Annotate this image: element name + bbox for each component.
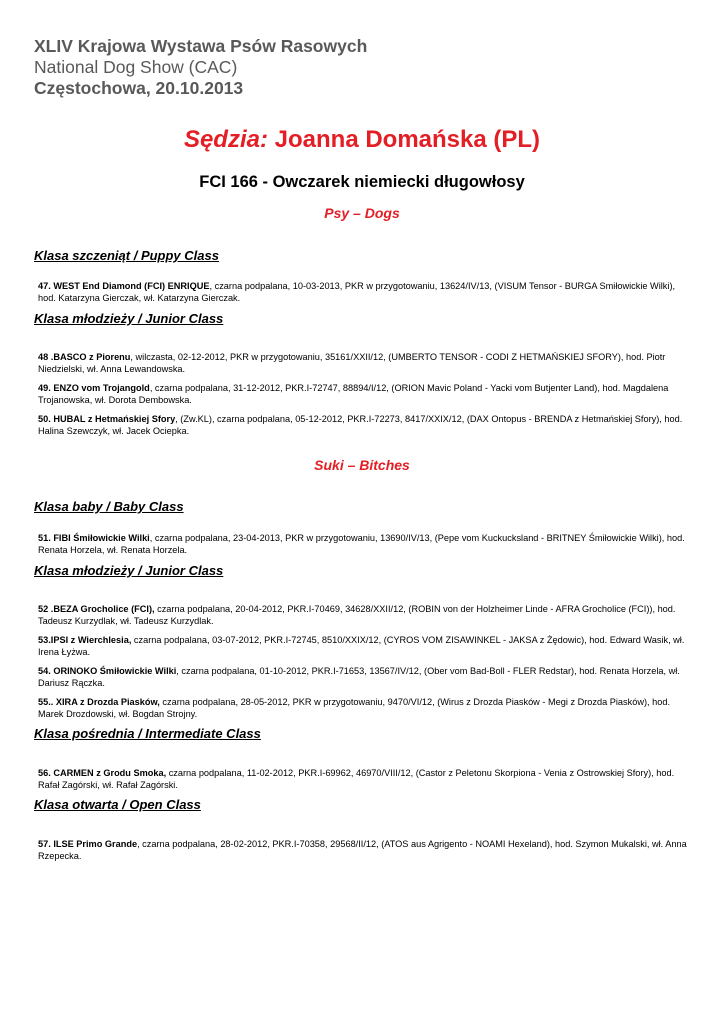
entry-name: 57. ILSE Primo Grande bbox=[38, 839, 138, 849]
entry-55 bbox=[38, 696, 688, 720]
entry-details: , (Zw.KL), czarna podpalana, 05-12-2012, PKR.I-72273, 8417/XXIX/12, (DAX Ontopus - BRENDA z Hetmańskiej Sfory), hod. Halina Szewczyk, wł. Jacek Ociepka. bbox=[38, 414, 683, 436]
entry-name: 52 .BEZA Grocholice (FCI), bbox=[38, 604, 155, 614]
breed-title: FCI 166 - Owczarek niemiecki długowłosy bbox=[199, 173, 525, 191]
entry-name: 50. HUBAL z Hetmańskiej Sfory bbox=[38, 414, 176, 424]
class-title-puppy: Klasa szczeniąt / Puppy Class bbox=[34, 248, 219, 263]
entry-details: , czarna podpalana, 31-12-2012, PKR.I-72747, 88894/I/12, (ORION Mavic Poland - Yacki vom Butjenter Land), hod. Magdalena Trojanowska, wł. Dorota Dembowska. bbox=[38, 383, 669, 405]
entry-details: , czarna podpalana, 01-10-2012, PKR.I-71653, 13567/IV/12, (Ober vom Bad-Boll - FLER Redstar), hod. Renata Horzela, wł. Dariusz Rączka. bbox=[38, 666, 680, 688]
entry-name: 47. WEST End Diamond (FCI) ENRIQUE bbox=[38, 281, 210, 291]
entry-details: , wilczasta, 02-12-2012, PKR w przygotowaniu, 35161/XXII/12, (UMBERTO TENSOR - CODI Z HETMAŃSKIEJ SFORY), hod. Piotr Niedzielski, wł. Anna Lewandowska. bbox=[38, 352, 666, 374]
entry-details: czarna podpalana, 20-04-2012, PKR.I-70469, 34628/XXII/12, (ROBIN von der Holzheimer Linde - AFRA Grocholice (FCI)), hod. Tadeusz Kurzydlak, wł. Tadeusz Kurzydlak. bbox=[38, 604, 676, 626]
entry-name: 48 .BASCO z Piorenu bbox=[38, 352, 131, 362]
entry-49 bbox=[38, 382, 688, 406]
class-title-baby: Klasa baby / Baby Class bbox=[34, 499, 184, 514]
entry-name: 56. CARMEN z Grodu Smoka, bbox=[38, 768, 167, 778]
entry-54 bbox=[38, 665, 688, 689]
section-title-bitches: Suki – Bitches bbox=[314, 457, 410, 473]
show-title: XLIV Krajowa Wystawa Psów Rasowych bbox=[34, 36, 368, 56]
entry-52 bbox=[38, 603, 688, 627]
entry-53 bbox=[38, 634, 688, 658]
entry-details: czarna podpalana, 11-02-2012, PKR.I-69962, 46970/VIII/12, (Castor z Peletonu Skorpiona - Venia z Ostrowskiej Sfory), hod. Rafał Zagórski, wł. Rafał Zagórski. bbox=[38, 768, 675, 790]
entry-name: 53.IPSI z Wierchlesia, bbox=[38, 635, 132, 645]
show-location-date: Częstochowa, 20.10.2013 bbox=[34, 78, 244, 98]
judge-label: Sędzia: bbox=[183, 126, 268, 153]
entry-name: 55.. XIRA z Drozda Piasków, bbox=[38, 697, 160, 707]
class-title-intermediate: Klasa pośrednia / Intermediate Class bbox=[34, 726, 261, 741]
class-title-junior-bitches: Klasa młodzieży / Junior Class bbox=[34, 563, 224, 578]
show-header bbox=[34, 36, 367, 99]
entry-name: 54. ORINOKO Śmiłowickie Wilki bbox=[38, 666, 177, 676]
judge-heading bbox=[0, 126, 724, 154]
entry-details: , czarna podpalana, 28-02-2012, PKR.I-70358, 29568/II/12, (ATOS aus Agrigento - NOAMI Hexeland), hod. Szymon Mukalski, wł. Anna Rzepecka. bbox=[38, 839, 687, 861]
entry-51 bbox=[38, 532, 688, 556]
entry-57 bbox=[38, 838, 688, 862]
entry-details: czarna podpalana, 28-05-2012, PKR w przygotowaniu, 9470/VI/12, (Wirus z Drozda Piasków - Megi z Drozda Piasków), hod. Marek Drozdowski, wł. Bogdan Strojny. bbox=[38, 697, 671, 719]
section-title-dogs: Psy – Dogs bbox=[324, 205, 400, 221]
entry-details: , czarna podpalana, 10-03-2013, PKR w przygotowaniu, 13624/IV/13, (VISUM Tensor - BURGA Smiłowickie Wilki), hod. Katarzyna Gierczak, wł. Katarzyna Gierczak. bbox=[38, 281, 676, 303]
entry-48 bbox=[38, 351, 688, 375]
entry-details: , czarna podpalana, 23-04-2013, PKR w przygotowaniu, 13690/IV/13, (Pepe vom Kuckucksland - BRITNEY Śmiłowickie Wilki), hod. Renata Horzela, wł. Renata Horzela. bbox=[38, 533, 685, 555]
class-title-open: Klasa otwarta / Open Class bbox=[34, 797, 201, 812]
entry-details: czarna podpalana, 03-07-2012, PKR.I-72745, 8510/XXIX/12, (CYROS VOM ZISAWINKEL - JAKSA z Żędowic), hod. Edward Wasik, wł. Irena Łyżwa. bbox=[38, 635, 685, 657]
entry-name: 51. FIBI Śmiłowickie Wilki bbox=[38, 533, 150, 543]
entry-name: 49. ENZO vom Trojangold bbox=[38, 383, 150, 393]
entry-56 bbox=[38, 767, 688, 791]
show-subtitle: National Dog Show (CAC) bbox=[34, 57, 238, 77]
entry-47 bbox=[38, 280, 688, 304]
entry-50 bbox=[38, 413, 688, 437]
class-title-junior-dogs: Klasa młodzieży / Junior Class bbox=[34, 311, 224, 326]
judge-name: Joanna Domańska (PL) bbox=[274, 126, 541, 153]
